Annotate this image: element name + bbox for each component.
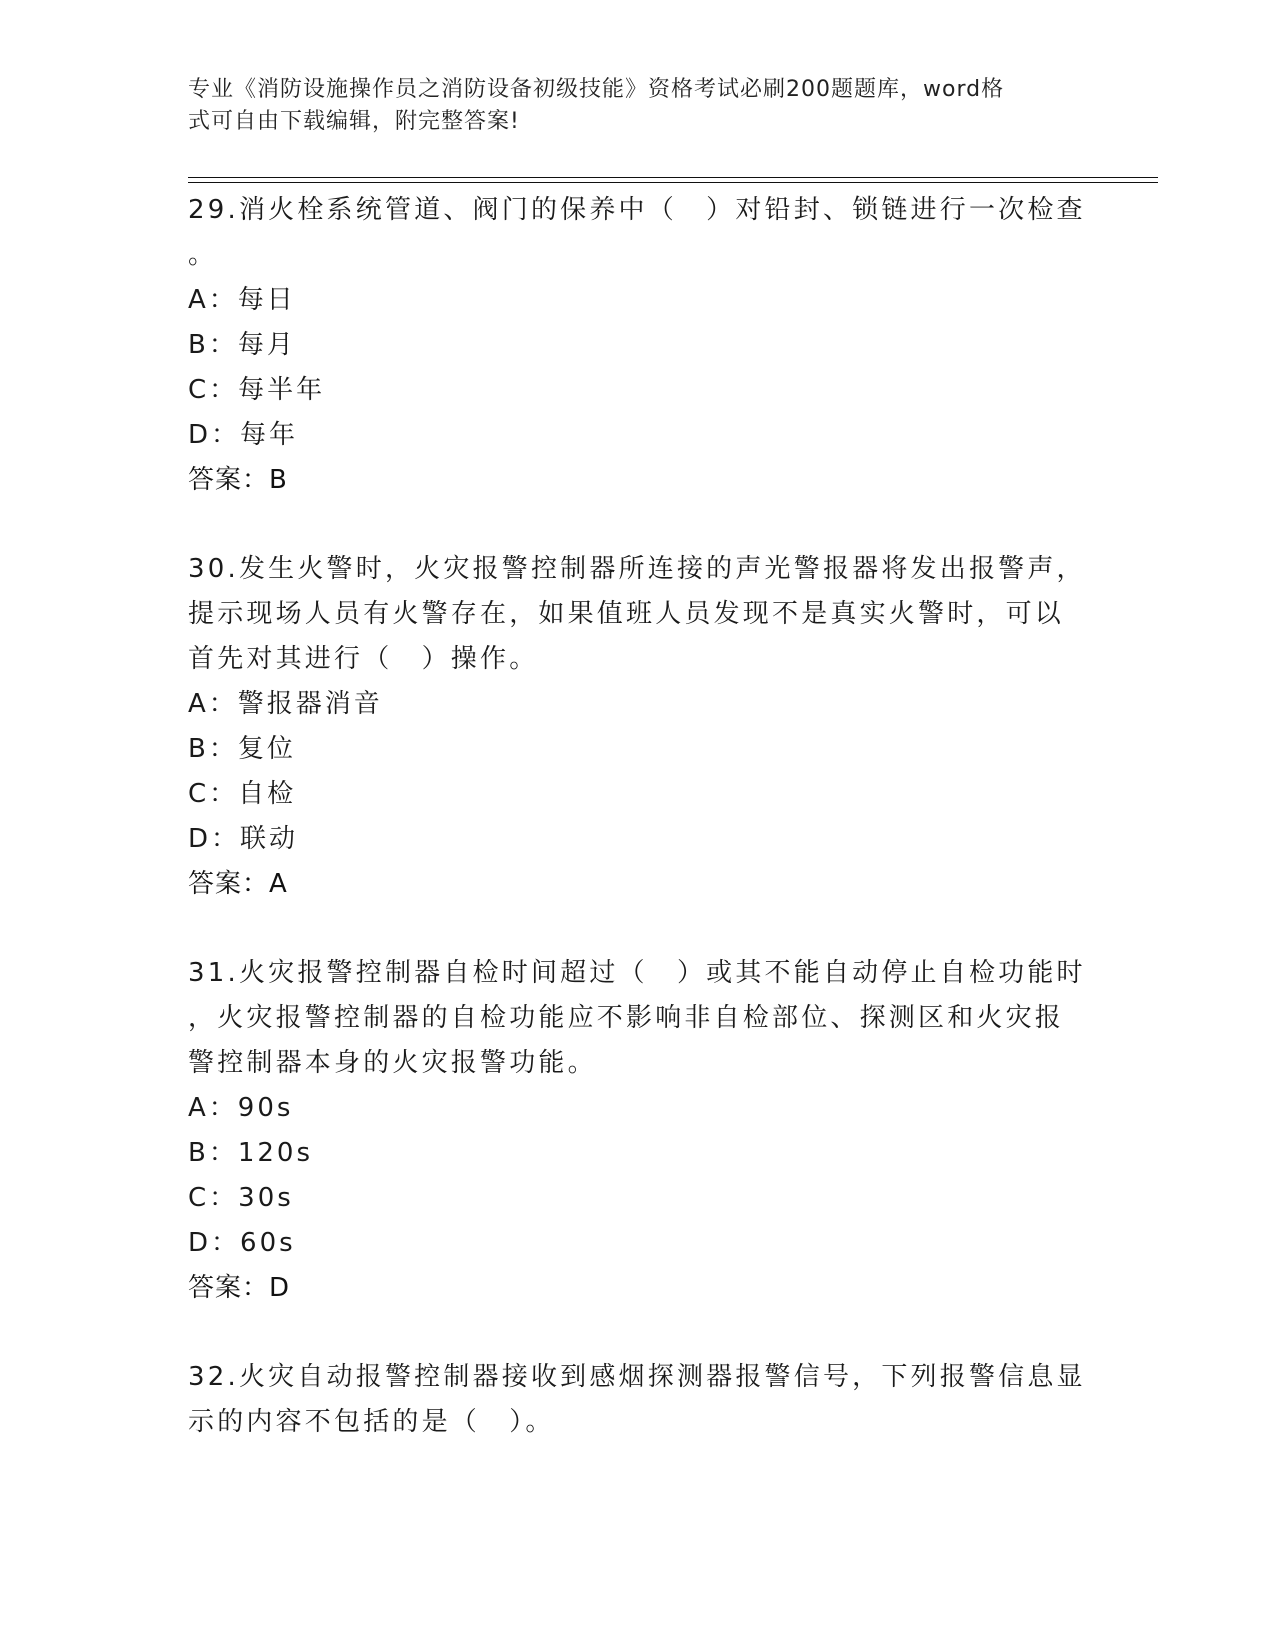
question-29 bbox=[188, 188, 1088, 503]
option-b: B：复位 bbox=[188, 734, 296, 764]
answer-label: 答案：D bbox=[188, 1273, 291, 1303]
question-spacer bbox=[188, 1311, 1088, 1355]
option-d: D：每年 bbox=[188, 420, 299, 450]
option-c: C：每半年 bbox=[188, 375, 326, 405]
question-30 bbox=[188, 547, 1088, 907]
option-d: D：60s bbox=[188, 1228, 296, 1258]
question-text-line: 首先对其进行（ ）操作。 bbox=[188, 644, 539, 674]
question-text-line: 。 bbox=[188, 240, 218, 270]
question-text-line: 32.火灾自动报警控制器接收到感烟探测器报警信号，下列报警信息显 bbox=[188, 1362, 1086, 1392]
option-a: A：警报器消音 bbox=[188, 689, 383, 719]
header-line-1: 专业《消防设施操作员之消防设备初级技能》资格考试必刷200题题库，word格 bbox=[188, 77, 1005, 102]
question-spacer bbox=[188, 907, 1088, 951]
question-31 bbox=[188, 951, 1088, 1311]
option-a: A：90s bbox=[188, 1093, 294, 1123]
question-text-line: 提示现场人员有火警存在，如果值班人员发现不是真实火警时，可以 bbox=[188, 599, 1065, 629]
document-header bbox=[188, 74, 1068, 138]
header-divider-bottom bbox=[188, 182, 1158, 183]
option-c: C：30s bbox=[188, 1183, 294, 1213]
question-text-line: 31.火灾报警控制器自检时间超过（ ）或其不能自动停止自检功能时 bbox=[188, 958, 1086, 988]
option-d: D：联动 bbox=[188, 824, 299, 854]
question-text-line: 警控制器本身的火灾报警功能。 bbox=[188, 1048, 597, 1078]
question-list bbox=[188, 188, 1088, 1445]
answer-label: 答案：B bbox=[188, 465, 288, 495]
header-line-2: 式可自由下载编辑，附完整答案! bbox=[188, 109, 520, 134]
header-divider-top bbox=[188, 177, 1158, 178]
answer-label: 答案：A bbox=[188, 869, 288, 899]
option-b: B：每月 bbox=[188, 330, 296, 360]
question-text-line: ，火灾报警控制器的自检功能应不影响非自检部位、探测区和火灾报 bbox=[188, 1003, 1065, 1033]
question-text-line: 30.发生火警时，火灾报警控制器所连接的声光警报器将发出报警声， bbox=[188, 554, 1086, 584]
option-b: B：120s bbox=[188, 1138, 314, 1168]
question-text-line: 29.消火栓系统管道、阀门的保养中（ ）对铅封、锁链进行一次检查 bbox=[188, 195, 1086, 225]
question-text-line: 示的内容不包括的是（ ）。 bbox=[188, 1407, 555, 1437]
option-a: A：每日 bbox=[188, 285, 296, 315]
option-c: C：自检 bbox=[188, 779, 297, 809]
question-spacer bbox=[188, 503, 1088, 547]
question-32 bbox=[188, 1355, 1088, 1445]
